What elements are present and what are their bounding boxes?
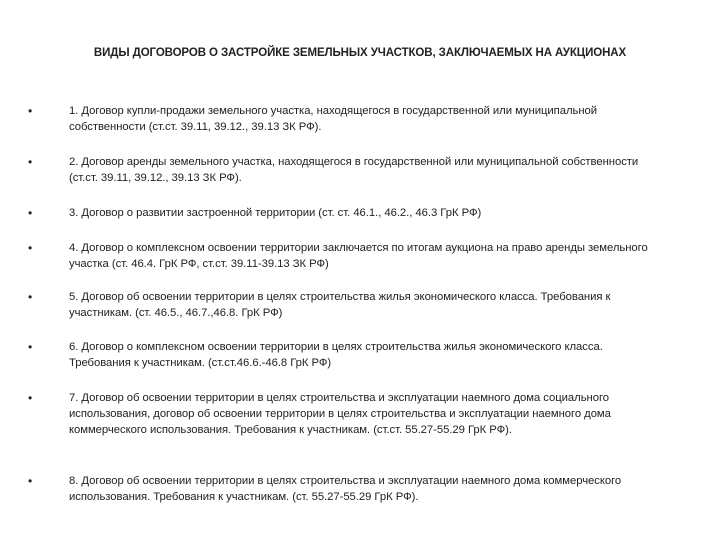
list-item-text: 7. Договор об освоении территории в целях строительства и эксплуатации наемного дома социального использования, договор об освоении территории в целях строительства и эксплуатации наемного дома коммерческого использования. Требования к участникам. (ст.ст. 55.27-55.29 ГрК РФ).	[69, 392, 611, 436]
list-item-text: 6. Договор о комплексном освоении территории в целях строительства жилья экономического класса. Требования к участникам. (ст.ст.46.6.-46.8 ГрК РФ)	[69, 341, 603, 369]
bullet-icon: •	[28, 206, 33, 220]
bullet-icon: •	[28, 241, 33, 255]
list-item-text: 1. Договор купли-продажи земельного участка, находящегося в государственной или муниципальной собственности (ст.ст. 39.11, 39.12., 39.13 ЗК РФ).	[69, 105, 598, 133]
list-item-text: 2. Договор аренды земельного участка, находящегося в государственной или муниципальной собственности (ст.ст. 39.11, 39.12., 39.13 ЗК РФ).	[69, 156, 639, 184]
bullet-icon: •	[28, 104, 33, 118]
bullet-icon: •	[28, 290, 33, 304]
slide-title: ВИДЫ ДОГОВОРОВ О ЗАСТРОЙКЕ ЗЕМЕЛЬНЫХ УЧАСТКОВ, ЗАКЛЮЧАЕМЫХ НА АУКЦИОНАХ	[93, 47, 627, 59]
list-item-text: 8. Договор об освоении территории в целях строительства и эксплуатации наемного дома коммерческого использования. Требования к участникам. (ст. 55.27-55.29 ГрК РФ).	[69, 475, 622, 503]
list-item-text: 4. Договор о комплексном освоении территории заключается по итогам аукциона на право аренды земельного участка (ст. 46.4. ГрК РФ, ст.ст. 39.11-39.13 ЗК РФ)	[69, 242, 648, 270]
bullet-icon: •	[28, 474, 33, 488]
bullet-icon: •	[28, 340, 33, 354]
list-item-text: 5. Договор об освоении территории в целях строительства жилья экономического класса. Требования к участникам. (ст. 46.5., 46.7.,46.8. ГрК РФ)	[69, 291, 611, 319]
bullet-icon: •	[28, 155, 33, 169]
list-item-text: 3. Договор о развитии застроенной территории (ст. ст. 46.1., 46.2., 46.3 ГрК РФ)	[69, 207, 482, 219]
bullet-icon: •	[28, 391, 33, 405]
